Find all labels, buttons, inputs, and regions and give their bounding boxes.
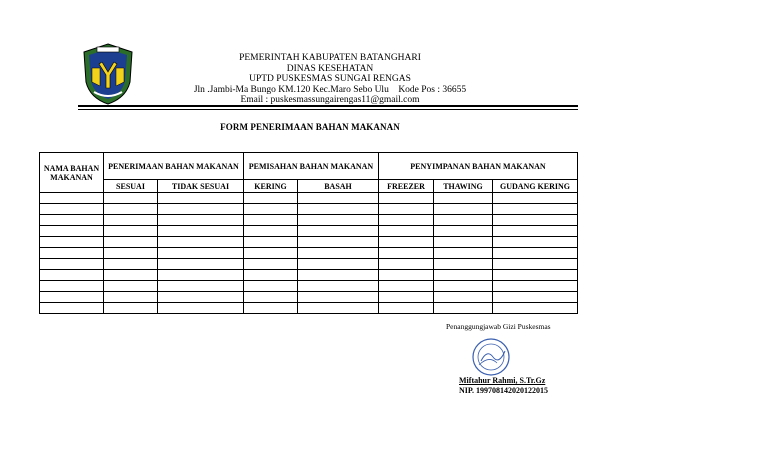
table-cell [244,226,298,237]
table-cell [493,259,578,270]
table-cell [379,193,434,204]
food-receipt-table [39,152,578,314]
table-cell [298,226,379,237]
table-cell [158,259,244,270]
table-cell [298,193,379,204]
table-cell [298,248,379,259]
table-cell [244,193,298,204]
table-cell [434,270,493,281]
form-title: FORM PENERIMAAN BAHAN MAKANAN [220,122,400,132]
letterhead-department: DINAS KESEHATAN [286,63,374,74]
table-cell [434,193,493,204]
table-cell [40,226,104,237]
table-row [40,281,578,292]
table-cell [244,204,298,215]
table-cell [40,215,104,226]
table-cell [493,303,578,314]
table-cell [104,237,158,248]
header-receipt: PENERIMAAN BAHAN MAKANAN [104,153,244,180]
table-cell [493,281,578,292]
subheader-freezer: FREEZER [379,180,434,193]
table-cell [298,215,379,226]
table-cell [40,303,104,314]
table-cell [244,248,298,259]
signature-role: Penanggungjawab Gizi Puskesmas [446,322,551,331]
letterhead-government: PEMERINTAH KABUPATEN BATANGHARI [239,53,421,63]
table-cell [104,248,158,259]
table-cell [379,237,434,248]
table-row [40,193,578,204]
table-cell [40,248,104,259]
table-cell [40,292,104,303]
table-cell [244,303,298,314]
table-cell [493,248,578,259]
subheader-tidak-sesuai: TIDAK SESUAI [158,180,244,193]
table-cell [158,226,244,237]
header-food-name: NAMA BAHAN MAKANAN [40,153,104,193]
table-cell [104,215,158,226]
table-cell [298,259,379,270]
table-cell [244,281,298,292]
table-cell [298,270,379,281]
table-cell [379,292,434,303]
table-cell [493,292,578,303]
table-cell [244,215,298,226]
letterhead-email: Email : puskesmassungairengas11@gmail.com [240,95,420,105]
table-cell [104,270,158,281]
table-row [40,215,578,226]
table-cell [244,259,298,270]
table-cell [104,226,158,237]
table-cell [158,237,244,248]
regency-emblem-icon [80,42,136,106]
table-cell [40,237,104,248]
table-cell [434,237,493,248]
table-row [40,270,578,281]
table-cell [493,270,578,281]
table-cell [379,248,434,259]
table-cell [158,248,244,259]
table-cell [244,270,298,281]
table-row [40,204,578,215]
table-cell [434,215,493,226]
table-cell [493,204,578,215]
table-cell [434,292,493,303]
table-cell [158,281,244,292]
table-cell [158,204,244,215]
table-row [40,237,578,248]
table-cell [298,303,379,314]
table-cell [493,237,578,248]
table-cell [379,281,434,292]
table-cell [379,226,434,237]
table-cell [158,270,244,281]
table-cell [104,292,158,303]
header-divider-thick [78,105,578,107]
table-cell [493,215,578,226]
table-row [40,226,578,237]
subheader-kering: KERING [244,180,298,193]
table-cell [158,292,244,303]
header-storage: PENYIMPANAN BAHAN MAKANAN [379,153,578,180]
table-cell [379,204,434,215]
table-cell [298,292,379,303]
table-cell [434,303,493,314]
table-cell [434,259,493,270]
table-cell [434,281,493,292]
signatory-nip: NIP. 199708142020122015 [459,386,549,395]
table-cell [244,237,298,248]
subheader-sesuai: SESUAI [104,180,158,193]
table-cell [434,248,493,259]
table-cell [104,193,158,204]
official-stamp-icon [471,337,511,377]
table-cell [244,292,298,303]
table-cell [379,215,434,226]
table-cell [298,237,379,248]
table-cell [158,193,244,204]
table-row [40,292,578,303]
header-separation: PEMISAHAN BAHAN MAKANAN [244,153,379,180]
table-cell [379,303,434,314]
table-cell [40,193,104,204]
letterhead-address: Jln .Jambi-Ma Bungo KM.120 Kec.Maro Sebo Ulu Kode Pos : 36655 [193,84,467,95]
table-cell [379,259,434,270]
table-cell [493,226,578,237]
table-cell [158,215,244,226]
table-row [40,303,578,314]
table-cell [434,204,493,215]
table-cell [104,204,158,215]
table-cell [379,270,434,281]
table-cell [40,259,104,270]
table-cell [104,303,158,314]
table-cell [298,204,379,215]
table-row [40,248,578,259]
table-cell [104,281,158,292]
table-row [40,259,578,270]
table-cell [40,204,104,215]
subheader-thawing: THAWING [434,180,493,193]
letterhead-unit: UPTD PUSKESMAS SUNGAI RENGAS [249,74,411,84]
table-cell [493,193,578,204]
subheader-gudang-kering: GUDANG KERING [493,180,578,193]
header-divider-thin [78,109,578,110]
table-cell [40,281,104,292]
table-cell [434,226,493,237]
table-cell [298,281,379,292]
signatory-name: Miftahur Rahmi, S.Tr.Gz [459,376,546,385]
table-cell [158,303,244,314]
table-cell [104,259,158,270]
table-cell [40,270,104,281]
subheader-basah: BASAH [298,180,379,193]
letterhead [150,53,510,106]
